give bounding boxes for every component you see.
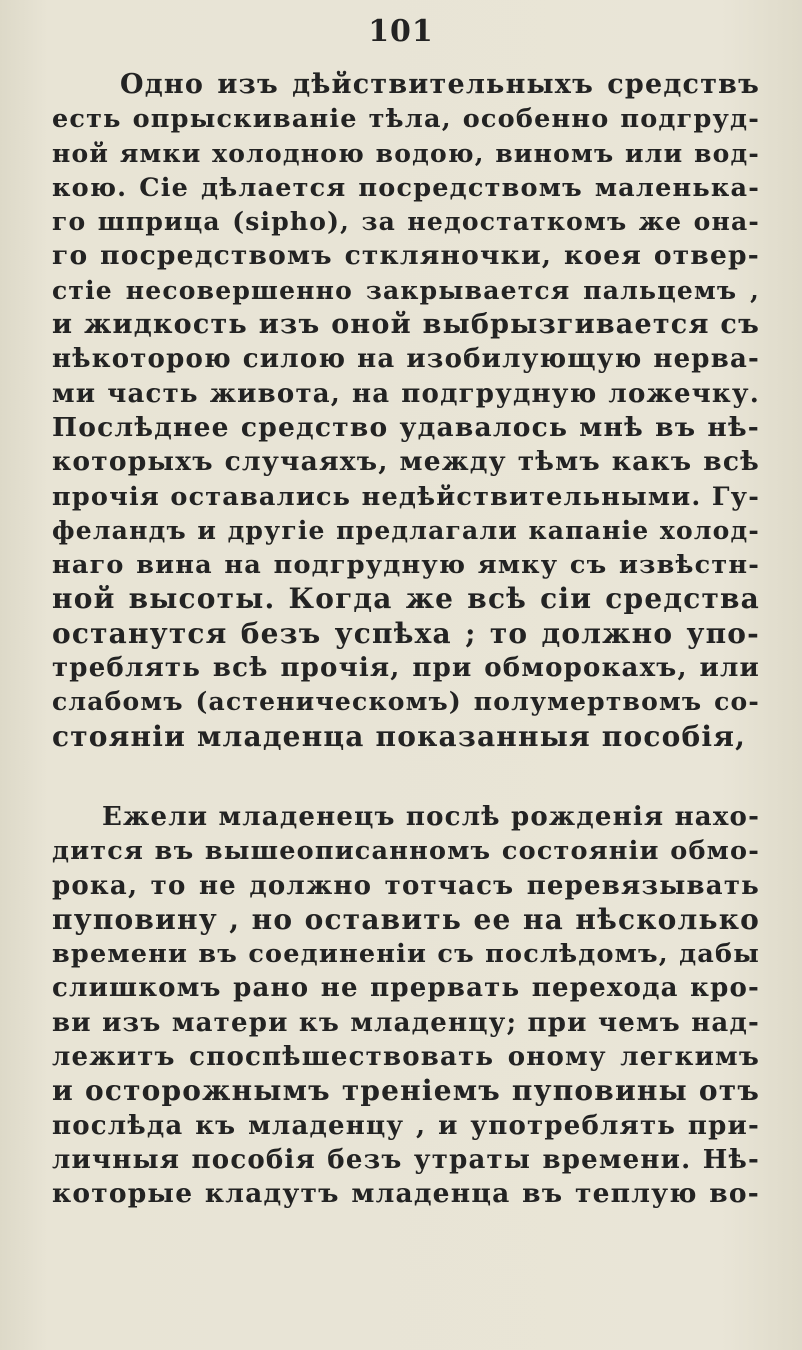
text-line: есть опрыскиваніе тѣла, особенно подгруд- — [52, 104, 760, 135]
paragraph-2 — [52, 800, 760, 1212]
text-line: слишкомъ рано не прервать перехода кро- — [52, 973, 760, 1004]
text-line: и жидкость изъ оной выбрызгивается съ — [52, 309, 760, 341]
text-line: го посредствомъ стклянoчки, коея отвер- — [52, 240, 760, 272]
text-line: и осторожнымъ треніемъ пуповины отъ — [52, 1074, 760, 1108]
text-line: треблять всѣ прочія, при обморокахъ, или — [52, 653, 760, 684]
text-line: пуповину , но оставить ее на нѣсколько — [52, 902, 760, 936]
text-line: личныя пособія безъ утраты времени. Нѣ- — [52, 1144, 760, 1175]
text-line: феландъ и другіе предлагали капаніе холод- — [52, 515, 760, 545]
text-line: останутся безъ успѣха ; то должно упо- — [52, 616, 760, 650]
text-line: слабомъ (астеническомъ) полумертвомъ со- — [52, 687, 760, 717]
text-line: которыхъ случаяхъ, между тѣмъ какъ всѣ — [52, 446, 760, 478]
text-line: ми часть живота, на подгрудную ложечку. — [52, 378, 760, 409]
text-line: послѣда къ младенцу , и употреблять при- — [52, 1110, 760, 1141]
text-line: дится въ вышеописанномъ состояніи обмо- — [52, 836, 760, 867]
text-line: го шприца (sipho), за недостаткомъ же она- — [52, 207, 760, 237]
text-line: Одно изъ дѣйствительныхъ средствъ — [120, 69, 760, 100]
text-line: Ежели младенецъ послѣ рожденія нахо- — [102, 802, 761, 832]
text-line: стіе несовершенно закрывается пальцемъ , — [52, 275, 760, 305]
text-line: времени въ соединеніи съ послѣдомъ, дабы — [52, 939, 760, 970]
text-line: рока, то не должно тотчасъ перевязывать — [52, 870, 760, 901]
text-line: ной высоты. Когда же всѣ сіи средства — [52, 582, 760, 616]
text-line: прочія оставались недѣйствительными. Гу- — [52, 481, 760, 512]
text-line: стояніи младенца показанныя пособія, — [52, 719, 747, 753]
text-line: которые кладутъ младенца въ теплую во- — [52, 1178, 760, 1210]
text-line: нѣкоторою силою на изобилующую нерва- — [52, 344, 760, 375]
text-line: кою. Сіе дѣлается посредствомъ маленька- — [52, 172, 760, 203]
text-line: лежитъ споспѣшествовать оному легкимъ — [52, 1042, 760, 1073]
text-line: Послѣднее средство удавалось мнѣ въ нѣ- — [52, 411, 760, 443]
page-number: 101 — [368, 14, 434, 49]
text-line: ви изъ матери къ младенцу; при чемъ над- — [52, 1007, 760, 1038]
paragraph-1 — [52, 68, 760, 754]
text-line: наго вина на подгрудную ямку съ извѣстн- — [52, 550, 760, 581]
text-line: ной ямки холодною водою, виномъ или вод- — [52, 138, 760, 168]
